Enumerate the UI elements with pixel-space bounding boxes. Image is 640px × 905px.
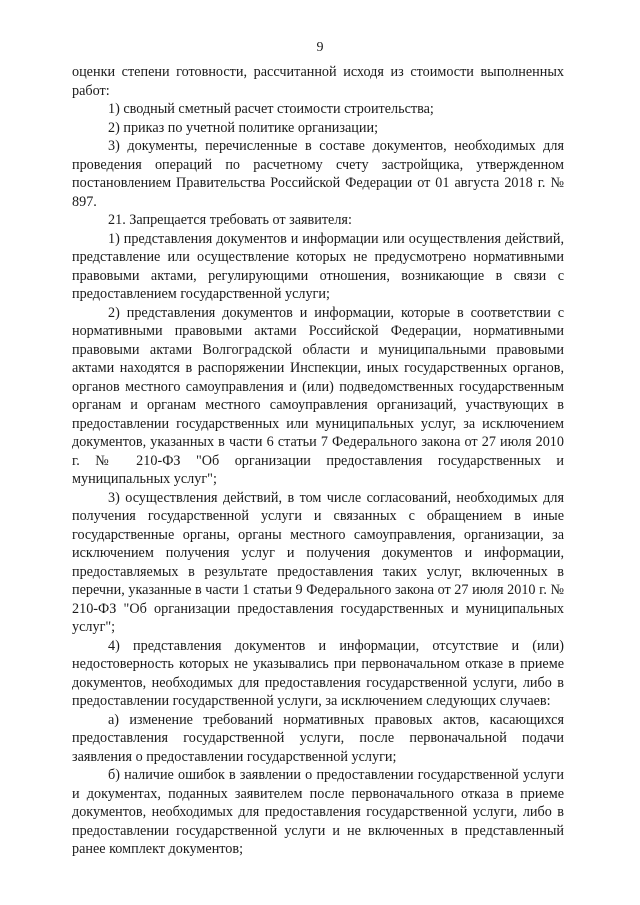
page-number: 9 [316,40,324,55]
clause-21-item-3: 3) осуществления действий, в том числе согласований, необходимых для получения государственной услуги и связанных с обращением в иные государственные органы, органы местного самоуправления, организации, за исключением получения услуг и получения документов и информации, предоставляемых в результате предоставления таких услуг, включенных в перечни, указанные в части 1 статьи 9 Федерального закона от 27 июля 2010 г. № 210-ФЗ "Об организации предоставления государственных и муниципальных услуг"; [72,489,564,635]
clause-21-item-4: 4) представления документов и информации, отсутствие и (или) недостоверность которых не указывались при первоначальном отказе в приеме документов, необходимых для предоставления государственной услуги, либо в предоставлении государственной услуги, за исключением следующих случаев: [72,637,564,709]
clause-21-heading: 21. Запрещается требовать от заявителя: [108,212,352,228]
clause-21-item-1: 1) представления документов и информации или осуществления действий, представление или осуществление которых не предусмотрено нормативными правовыми актами, регулирующими отношения, возникающие в связи с предоставлением государственной услуги; [72,230,564,302]
clause-21-item-2: 2) представления документов и информации, которые в соответствии с нормативными правовыми актами Российской Федерации, нормативными правовыми актами Волгоградской области и муниципальными правовыми актами находятся в распоряжении Инспекции, иных государственных органов, органов местного самоуправления и (или) подведомственных государственным органам и органам местного самоуправления организаций, участвующих в предоставлении государственных или муниципальных услуг, за исключением документов, указанных в части 6 статьи 7 Федерального закона от 27 июля 2010 г. № 210-ФЗ "Об организации предоставления государственных и муниципальных услуг"; [72,304,564,487]
clause-21-item-4a: а) изменение требований нормативных правовых актов, касающихся предоставления государственной услуги, после первоначальной подачи заявления о предоставлении государственной услуги; [72,711,564,765]
document-body [72,63,564,859]
clause-21-item-4b: б) наличие ошибок в заявлении о предоставлении государственной услуги и документах, поданных заявителем после первоначального отказа в приеме документов, необходимых для предоставления государственной услуги, либо в предоставлении государственной услуги и не включенных в представленный ранее комплект документов; [72,767,564,857]
paragraph-continuation: оценки степени готовности, рассчитанной исходя из стоимости выполненных работ: [72,64,564,99]
list-item-documents: 3) документы, перечисленные в составе документов, необходимых для проведения операций по расчетному счету застройщика, утвержденном постановлением Правительства Российской Федерации от 01 августа 2018 г. № 897. [72,138,564,210]
list-item-summary-estimate: 1) сводный сметный расчет стоимости строительства; [108,101,434,117]
list-item-accounting-policy: 2) приказ по учетной политике организации; [108,119,379,136]
